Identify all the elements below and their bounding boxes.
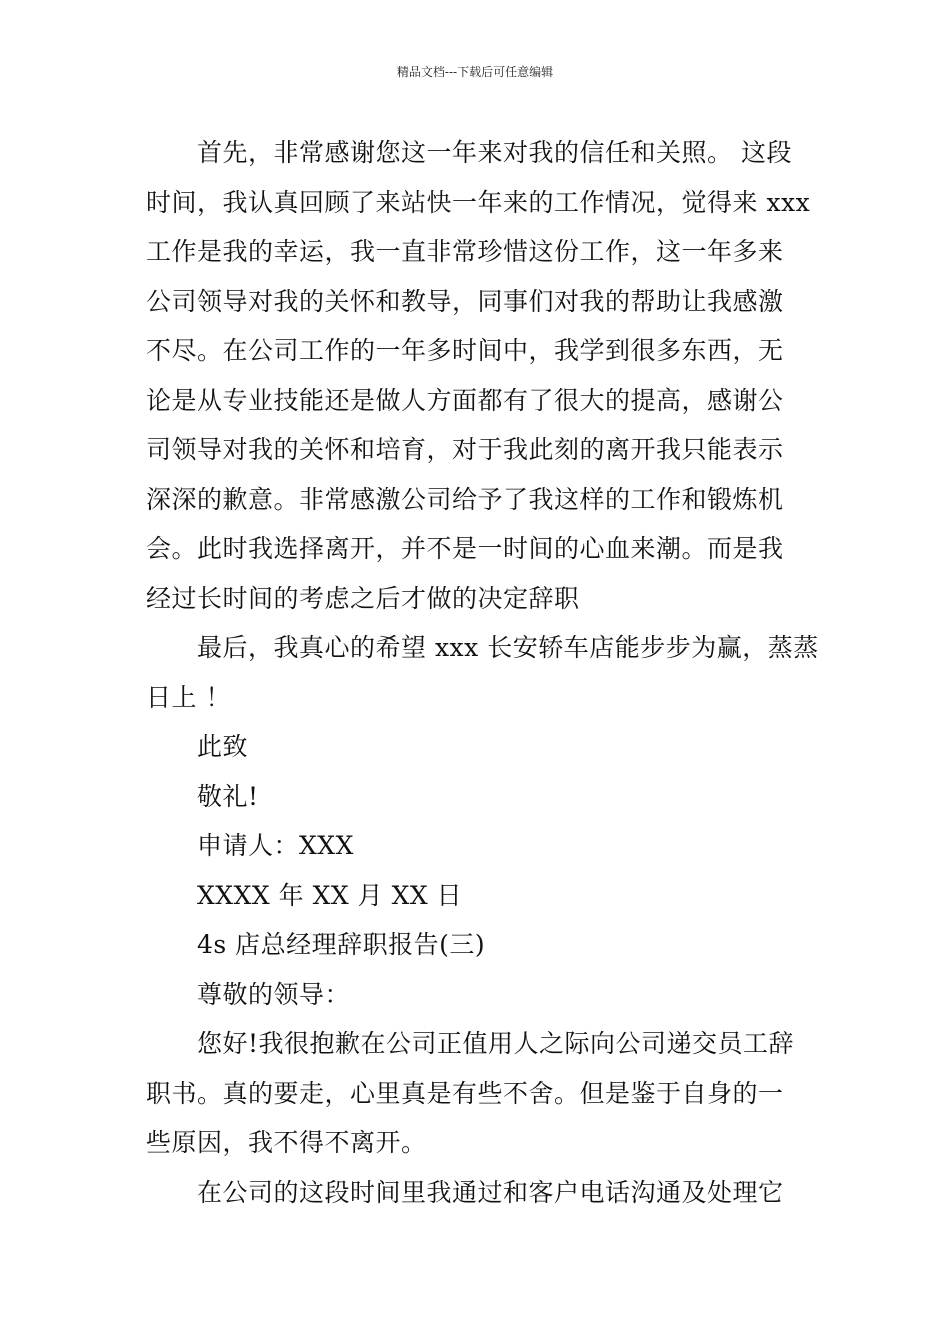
greeting-line: 尊敬的领导： [197, 979, 351, 1009]
text-line: 在公司的这段时间里我通过和客户电话沟通及处理它 [197, 1177, 784, 1207]
text-line: 时间，我认真回顾了来站快一年来的工作情况，觉得来 xxx [146, 187, 811, 217]
salutation-line: 敬礼! [197, 781, 259, 811]
text-line: 公司领导对我的关怀和教导，同事们对我的帮助让我感激 [146, 286, 784, 316]
text-line: 论是从专业技能还是做人方面都有了很大的提高，感谢公 [146, 385, 784, 415]
page-header: 精品文档---下载后可任意编辑 [396, 65, 554, 79]
text-line: 职书。真的要走，心里真是有些不舍。但是鉴于自身的一 [146, 1078, 784, 1108]
document-body [146, 128, 819, 1217]
text-line: 工作是我的幸运，我一直非常珍惜这份工作，这一年多来 [146, 237, 784, 266]
text-line: 不尽。在公司工作的一年多时间中，我学到很多东西，无 [146, 336, 784, 365]
text-line: 深深的歉意。非常感激公司给予了我这样的工作和锻炼机 [146, 484, 784, 514]
text-line: 司领导对我的关怀和培育，对于我此刻的离开我只能表示 [146, 435, 784, 464]
text-line: 经过长时间的考虑之后才做的决定辞职 [146, 583, 580, 613]
date-line: XXXX 年 XX 月 XX 日 [197, 880, 463, 910]
text-line: 会。此时我选择离开，并不是一时间的心血来潮。而是我 [146, 534, 784, 563]
text-line: 首先，非常感谢您这一年来对我的信任和关照。 这段 [197, 138, 792, 167]
text-line: 最后，我真心的希望 xxx 长安轿车店能步步为赢，蒸蒸 [197, 633, 819, 662]
section-title: 4s 店总经理辞职报告(三) [197, 930, 486, 959]
applicant-line: 申请人：XXX [197, 831, 354, 860]
closing-line: 此致 [197, 732, 249, 761]
text-line: 您好!我很抱歉在公司正值用人之际向公司递交员工辞 [197, 1029, 795, 1058]
text-line: 些原因，我不得不离开。 [146, 1128, 427, 1157]
text-line: 日上 ！ [146, 682, 231, 712]
